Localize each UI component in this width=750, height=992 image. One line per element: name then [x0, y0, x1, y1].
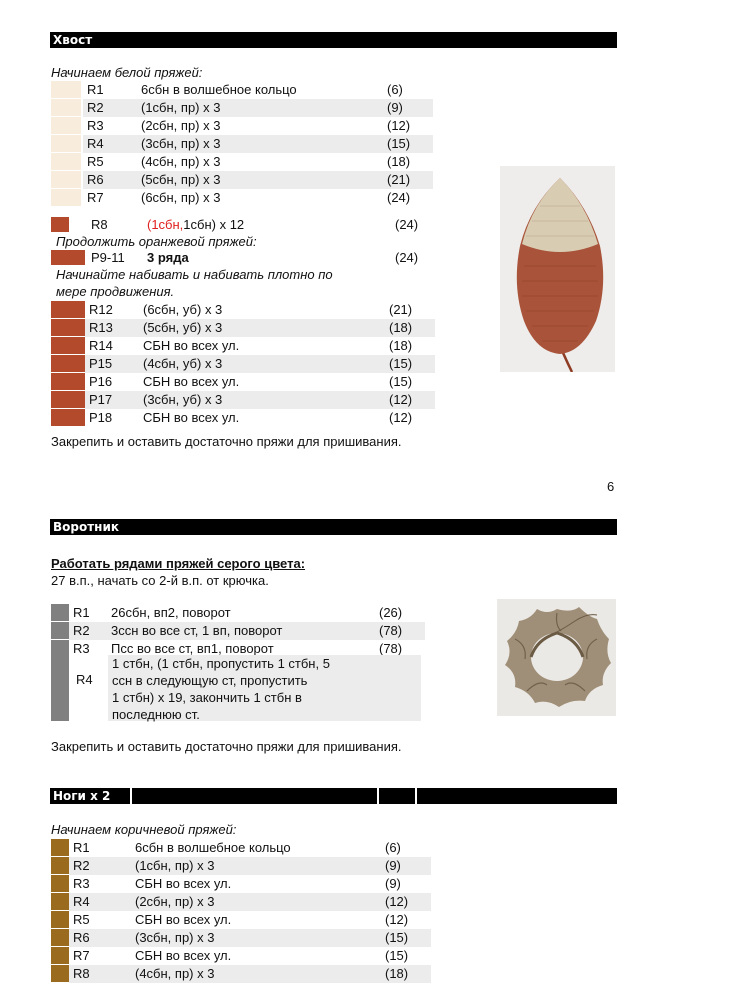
row-instruction: (4сбн, пр) х 3: [137, 153, 383, 171]
row-count: (18): [383, 153, 433, 171]
row-label: R8: [91, 217, 108, 232]
row-instruction: (6сбн, уб) х 3: [139, 301, 385, 319]
row-label: Р15: [85, 355, 139, 373]
cream-swatch: [51, 135, 81, 153]
table-row: [51, 81, 433, 99]
collar-work-note: Работать рядами пряжей серого цвета:: [51, 556, 306, 571]
row-label: R5: [83, 153, 137, 171]
cream-swatch: [51, 117, 81, 135]
row-label: R1: [69, 839, 131, 857]
row-count: (12): [383, 117, 433, 135]
brown-swatch: [51, 875, 69, 893]
gray-swatch: [51, 622, 69, 640]
table-row: [51, 893, 431, 911]
row-instruction: 3 ряда: [147, 250, 189, 265]
brown-swatch: [51, 965, 69, 983]
page-number: 6: [607, 479, 615, 494]
instr-line-2: ссн в следующую ст, пропустить: [112, 673, 308, 688]
row-label: R3: [69, 640, 107, 658]
section-header-collar: [50, 519, 617, 535]
cream-swatch: [51, 189, 81, 207]
orange-swatch: [51, 373, 85, 391]
row-instruction: (1сбн, пр) х 3: [137, 99, 383, 117]
row-count: (12): [385, 409, 435, 427]
row-instruction: (2сбн, пр) х 3: [131, 893, 381, 911]
row-instruction: СБН во всех ул.: [131, 911, 381, 929]
row-instruction: Псс во все ст, вп1, поворот: [107, 640, 375, 658]
row-count: (6): [383, 81, 433, 99]
row-instruction: (3сбн, пр) х 3: [131, 929, 381, 947]
gray-swatch: [51, 655, 69, 721]
row-label: R2: [83, 99, 137, 117]
orange-swatch: [51, 391, 85, 409]
crocheted-collar-photo: [497, 599, 616, 716]
instr-line-1: 1 стбн, (1 стбн, пропустить 1 стбн, 5: [112, 656, 330, 671]
row-count: (18): [381, 965, 431, 983]
row-count: (15): [383, 135, 433, 153]
row-label: R13: [85, 319, 139, 337]
collar-row-4: [51, 655, 421, 721]
header-divider: [130, 788, 132, 804]
table-row: [51, 319, 435, 337]
row-label: R12: [85, 301, 139, 319]
row-count: (21): [385, 301, 435, 319]
row-instruction: (3сбн, уб) х 3: [139, 391, 385, 409]
instr-line-3: 1 стбн) х 19, закончить 1 стбн в: [112, 690, 302, 705]
table-row: [51, 409, 435, 427]
brown-swatch: [51, 947, 69, 965]
legs-rows: [51, 839, 431, 983]
row-label: R6: [83, 171, 137, 189]
table-row: [51, 135, 433, 153]
row-instruction: [147, 217, 244, 232]
orange-swatch: [51, 337, 85, 355]
table-row: [51, 391, 435, 409]
row-label: Р18: [85, 409, 139, 427]
row-label: R4: [83, 135, 137, 153]
tail-orange-rows: [51, 301, 435, 427]
row-count: (9): [381, 857, 431, 875]
table-row: [51, 301, 435, 319]
brown-swatch: [51, 929, 69, 947]
table-row: [51, 947, 431, 965]
row-instruction: СБН во всех ул.: [131, 947, 381, 965]
gray-swatch: [51, 604, 69, 622]
row-instruction: 6сбн в волшебное кольцо: [131, 839, 381, 857]
row-count: (12): [381, 911, 431, 929]
tail-stuff-note-1: Начинайте набивать и набивать плотно по: [56, 267, 333, 282]
row-instruction: (5сбн, пр) х 3: [137, 171, 383, 189]
row-instruction: (2сбн, пр) х 3: [137, 117, 383, 135]
red-part: (1сбн,: [147, 217, 184, 232]
row-count: (21): [383, 171, 433, 189]
row-instruction: (3сбн, пр) х 3: [137, 135, 383, 153]
cream-swatch: [51, 171, 81, 189]
header-divider: [415, 788, 417, 804]
crocheted-tail-photo: [500, 166, 615, 372]
row-label: Р9-11: [91, 250, 125, 265]
row-label: R7: [83, 189, 137, 207]
row-count: (24): [395, 250, 419, 265]
collar-title: Воротник: [53, 520, 120, 534]
table-row: [51, 875, 431, 893]
row-count: (78): [375, 622, 425, 640]
row-instruction: (6сбн, пр) х 3: [137, 189, 383, 207]
row-instruction: (1сбн, пр) х 3: [131, 857, 381, 875]
row-instruction: 3ссн во все ст, 1 вп, поворот: [107, 622, 375, 640]
legs-title: Ноги х 2: [53, 789, 111, 803]
tail-white-rows: [51, 81, 433, 207]
instr-line-4: последнюю ст.: [112, 707, 200, 722]
table-row: [51, 857, 431, 875]
row-label: R6: [69, 929, 131, 947]
row-instruction: 6сбн в волшебное кольцо: [137, 81, 383, 99]
table-row: [51, 117, 433, 135]
row-count: (18): [385, 337, 435, 355]
orange-swatch: [51, 250, 85, 265]
header-divider: [377, 788, 379, 804]
orange-swatch: [51, 319, 85, 337]
row-label: R2: [69, 622, 107, 640]
row-instruction: СБН во всех ул.: [139, 373, 385, 391]
row-label: R1: [83, 81, 137, 99]
row-label: Р17: [85, 391, 139, 409]
table-row: [51, 839, 431, 857]
row-instruction: (5сбн, уб) х 3: [139, 319, 385, 337]
table-row: [51, 622, 425, 640]
row-label: R4: [69, 893, 131, 911]
row-instruction: [112, 655, 330, 723]
table-row: [51, 373, 435, 391]
row-count: (12): [385, 391, 435, 409]
orange-swatch: [51, 217, 69, 232]
table-row: [51, 99, 433, 117]
collar-rows: [51, 604, 425, 658]
brown-swatch: [51, 911, 69, 929]
table-row: [51, 171, 433, 189]
black-part: 1сбн) х 12: [183, 217, 245, 232]
table-row: [51, 153, 433, 171]
tail-row-9-11: [51, 250, 431, 267]
row-label: R3: [83, 117, 137, 135]
row-label: R8: [69, 965, 131, 983]
legs-start-note: Начинаем коричневой пряжей:: [51, 822, 237, 837]
row-count: (6): [381, 839, 431, 857]
row-count: (9): [383, 99, 433, 117]
row-label: R1: [69, 604, 107, 622]
section-header-legs: [50, 788, 617, 804]
row-count: (18): [385, 319, 435, 337]
table-row: [51, 189, 433, 207]
row-instruction: (4сбн, пр) х 3: [131, 965, 381, 983]
tail-title: Хвост: [53, 33, 93, 47]
cream-swatch: [51, 81, 81, 99]
tail-continue-note: Продолжить оранжевой пряжей:: [56, 234, 257, 249]
table-row: [51, 604, 425, 622]
row-instruction: (4сбн, уб) х 3: [139, 355, 385, 373]
row-label: R3: [69, 875, 131, 893]
table-row: [51, 911, 431, 929]
row-instruction: СБН во всех ул.: [131, 875, 381, 893]
row-count: (15): [381, 947, 431, 965]
row-count: (78): [375, 640, 425, 658]
orange-swatch: [51, 355, 85, 373]
row-label: R5: [69, 911, 131, 929]
table-row: [51, 929, 431, 947]
row-label: Р16: [85, 373, 139, 391]
collar-finish-note: Закрепить и оставить достаточно пряжи для пришивания.: [51, 739, 402, 754]
row-count: (24): [383, 189, 433, 207]
brown-swatch: [51, 839, 69, 857]
orange-swatch: [51, 409, 85, 427]
row-instruction: СБН во всех ул.: [139, 337, 385, 355]
row-count: (12): [381, 893, 431, 911]
cream-swatch: [51, 153, 81, 171]
brown-swatch: [51, 857, 69, 875]
row-count: (26): [375, 604, 425, 622]
row-count: (24): [395, 217, 419, 232]
cream-swatch: [51, 99, 81, 117]
row-count: (15): [385, 355, 435, 373]
row-instruction: СБН во всех ул.: [139, 409, 385, 427]
tail-start-note: Начинаем белой пряжей:: [51, 65, 203, 80]
tail-finish-note: Закрепить и оставить достаточно пряжи для пришивания.: [51, 434, 402, 449]
row-label: R4: [76, 672, 93, 687]
brown-swatch: [51, 893, 69, 911]
row-count: (15): [381, 929, 431, 947]
row-count: (15): [385, 373, 435, 391]
collar-chain-note: 27 в.п., начать со 2-й в.п. от крючка.: [51, 573, 269, 588]
table-row: [51, 355, 435, 373]
table-row: [51, 337, 435, 355]
table-row: [51, 965, 431, 983]
row-count: (9): [381, 875, 431, 893]
tail-row-8: [51, 217, 431, 234]
row-instruction: 26сбн, вп2, поворот: [107, 604, 375, 622]
row-label: R14: [85, 337, 139, 355]
section-header-tail: [50, 32, 617, 48]
tail-stuff-note-2: мере продвижения.: [56, 284, 175, 299]
orange-swatch: [51, 301, 85, 319]
row-label: R7: [69, 947, 131, 965]
row-label: R2: [69, 857, 131, 875]
